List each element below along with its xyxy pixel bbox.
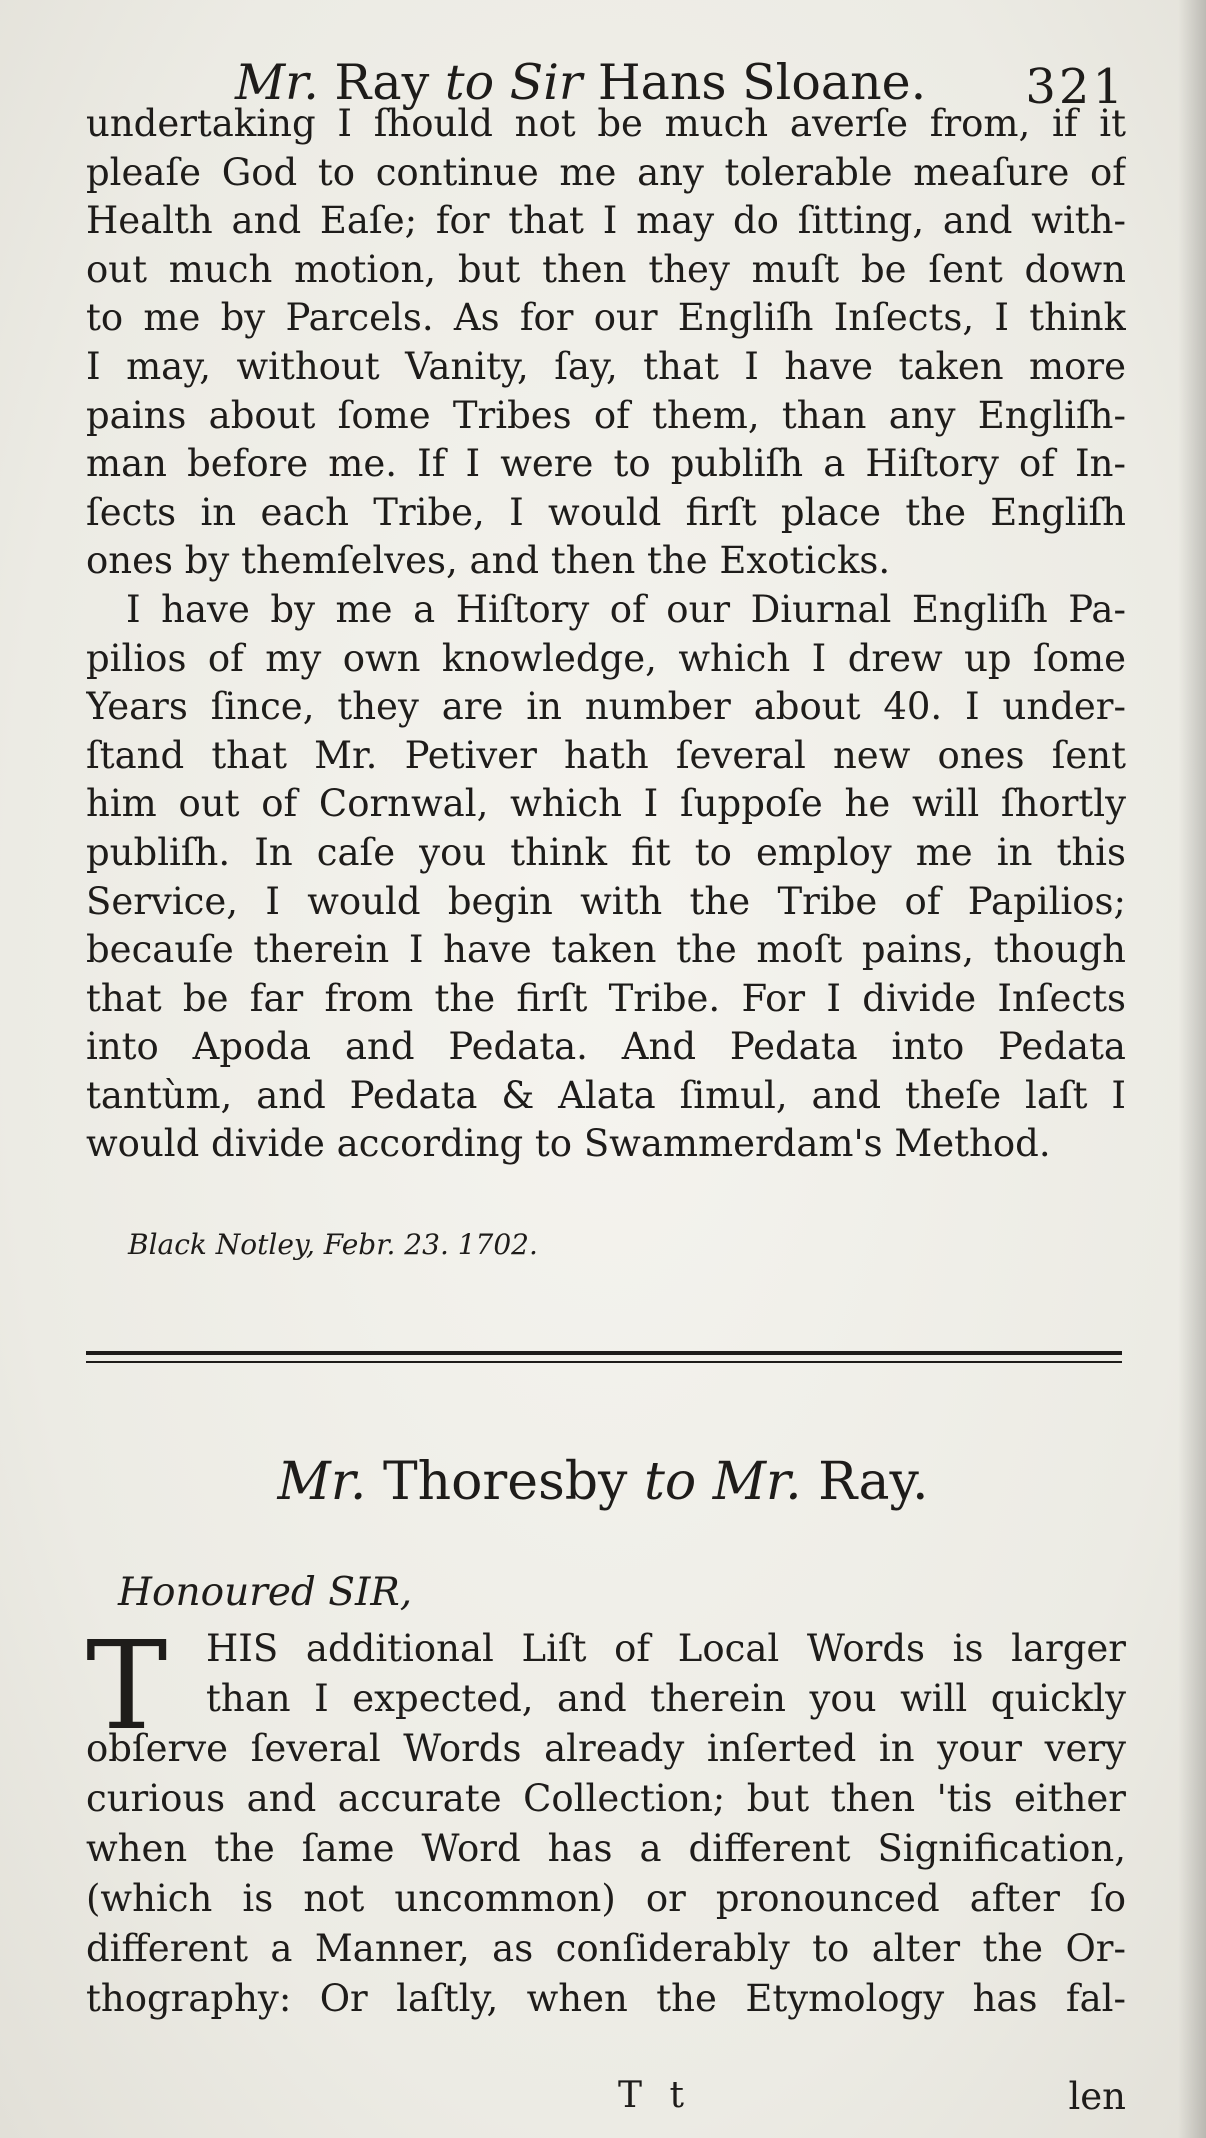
- title-ray: Ray.: [801, 1452, 929, 1512]
- body-line: him out of Cornwal, which I ſuppoſe he will ſhortly: [86, 782, 1126, 826]
- body-line: ones by themſelves, and then the Exoticks.: [86, 539, 891, 583]
- letter-line: thography: Or laſtly, when the Etymology has fal-: [86, 1977, 1126, 2020]
- catchword: len: [1068, 2075, 1126, 2118]
- body-line: to me by Parcels. As for our Engliſh Inſects, I think: [86, 296, 1126, 340]
- body-line: Years ſince, they are in number about 40. I under-: [86, 685, 1126, 729]
- body-line: ſtand that Mr. Petiver hath ſeveral new ones ſent: [86, 733, 1126, 777]
- body-line: Health and Eaſe; for that I may do ſitting, and with-: [86, 199, 1126, 243]
- body-line: pains about ſome Tribes of them, than any Engliſh-: [86, 393, 1126, 437]
- title-to: to: [643, 1452, 697, 1512]
- body-line: I may, without Vanity, ſay, that I have taken more: [86, 344, 1126, 388]
- body-line: Service, I would begin with the Tribe of Papilios;: [86, 879, 1126, 923]
- section-rule-thin: [86, 1361, 1122, 1363]
- title-mr-2: Mr.: [712, 1452, 802, 1512]
- body-line: tantùm, and Pedata & Alata ſimul, and theſe laſt I: [86, 1073, 1126, 1117]
- letter-line: curious and accurate Collection; but then 'tis either: [86, 1777, 1126, 1820]
- letter-line: (which is not uncommon) or pronounced after ſo: [86, 1877, 1126, 1920]
- drop-cap: T: [86, 1615, 168, 1757]
- body-line: into Apoda and Pedata. And Pedata into Pedata: [86, 1025, 1126, 1069]
- title-mr: Mr.: [277, 1452, 367, 1512]
- body-line: undertaking I ſhould not be much averſe from, if it: [86, 102, 1126, 145]
- letter-signature-place-date: Black Notley, Febr. 23. 1702.: [128, 1228, 538, 1261]
- letter-line: than I expected, and therein you will quickly: [206, 1677, 1126, 1720]
- body-line: publiſh. In caſe you think fit to employ me in this: [86, 830, 1126, 874]
- body-line: would divide according to Swammerdam's Method.: [86, 1122, 1051, 1166]
- body-line: out much motion, but then they muſt be ſent down: [86, 247, 1126, 291]
- signature-mark: T t: [618, 2075, 692, 2116]
- salutation: Honoured SIR,: [118, 1570, 413, 1615]
- letter-line: when the ſame Word has a different Signification,: [86, 1827, 1126, 1870]
- letter-text: [86, 1615, 1126, 2024]
- header-hans-sloane: Hans Sloane.: [582, 54, 927, 111]
- header-mr: Mr.: [235, 54, 319, 111]
- body-line: becauſe therein I have taken the moſt pains, though: [86, 928, 1126, 972]
- page-number: 321: [1025, 59, 1126, 115]
- title-space: [696, 1452, 713, 1512]
- body-line: pilios of my own knowledge, which I drew up ſome: [86, 636, 1126, 680]
- letter-line: different a Manner, as conſiderably to alter the Or-: [86, 1927, 1126, 1970]
- body-line: man before me. If I were to publiſh a Hiſtory of In-: [86, 442, 1126, 486]
- letter-line: HIS additional Liſt of Local Words is larger: [206, 1627, 1126, 1670]
- letter-title: [0, 1452, 1206, 1512]
- header-ray: Ray: [318, 54, 445, 111]
- page-edge-shadow: [1178, 0, 1206, 2138]
- title-thoresby: Thoresby: [366, 1452, 644, 1512]
- body-text: [86, 100, 1126, 1169]
- section-rule-thick: [86, 1351, 1122, 1355]
- header-to-sir: to Sir: [444, 54, 583, 111]
- body-line: I have by me a Hiſtory of our Diurnal Engliſh Pa-: [126, 587, 1126, 631]
- body-line: that be far from the firſt Tribe. For I divide Inſects: [86, 976, 1126, 1020]
- body-line: pleaſe God to continue me any tolerable meaſure of: [86, 150, 1126, 194]
- body-line: ſects in each Tribe, I would firſt place the Engliſh: [86, 490, 1126, 534]
- letter-line: obſerve ſeveral Words already inſerted in your very: [86, 1727, 1126, 1770]
